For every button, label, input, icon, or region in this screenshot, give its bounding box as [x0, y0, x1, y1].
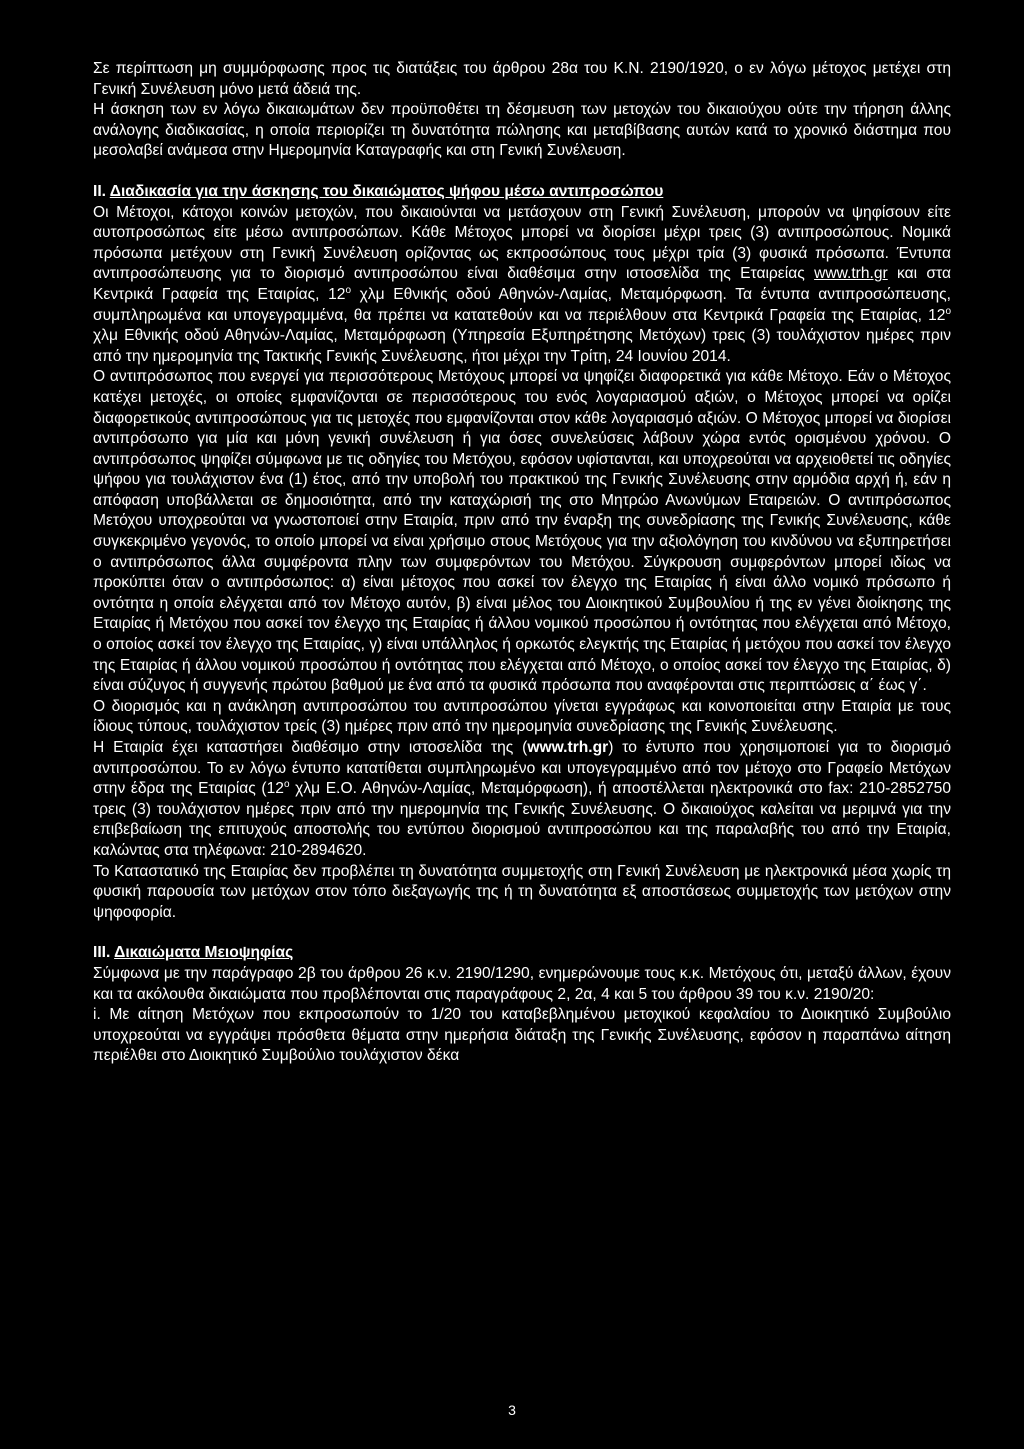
paragraph-proxy-form — [93, 738, 951, 862]
ordinal-superscript: ο — [345, 284, 352, 296]
paragraph-minority-right-i: i. Με αίτηση Μετόχων που εκπροσωπούν το 1/20 του καταβεβλημένου μετοχικού κεφαλαίου το Διοικητικό Συμβούλιο υποχρεούται να εγγράψει πρόσθετα θέματα στην ημερήσια διάταξη της Γενικής Συνέλευσης, εφόσον η παραπάνω αίτηση περιέλθει στο Διοικητικό Συμβούλιο τουλάχιστον δέκα — [93, 1006, 951, 1065]
proxy-voting-text-c: χλμ Εθνικής οδού Αθηνών-Λαμίας, Μεταμόρφωση. Τα έντυπα αντιπροσώπευσης, συμπληρωμένα και υπογεγραμμένα, θα πρέπει να κατατεθούν και να περιέλθουν στα Κεντρικά Γραφεία της Εταιρίας, 12 — [93, 285, 951, 324]
paragraph-electronic-participation: Το Καταστατικό της Εταιρίας δεν προβλέπει τη δυνατότητα συμμετοχής στη Γενική Συνέλευση με ηλεκτρονικά μέσα χωρίς τη φυσική παρουσία των μετόχων στον τόπο διεξαγωγής της ή τη δυνατότητα εξ αποστάσεως συμμετοχής των μετόχων στην ψηφοφορία. — [93, 862, 951, 921]
document-body — [93, 59, 951, 1067]
paragraph-proxy-appointment: Ο διορισμός και η ανάκληση αντιπροσώπου του αντιπροσώπου γίνεται εγγράφως και κοινοποιείται στην Εταιρία με τους ίδιους τύπους, τουλάχιστον τρείς (3) ημέρες πριν από την ημερομηνία συνεδρίασης της Γενικής Συνέλευσης. — [93, 697, 951, 736]
proxy-voting-text-d: χλμ Εθνικής οδού Αθηνών-Λαμίας, Μεταμόρφωση (Υπηρεσία Εξυπηρέτησης Μετόχων) τρεις (3) τουλάχιστον ημέρες πριν από την ημερομηνία της Τακτικής Γενικής Συνέλευσης, ήτοι μέχρι την Τρίτη, 24 Ιουνίου 2014. — [93, 327, 951, 365]
ordinal-superscript: ο — [945, 305, 951, 317]
section-2-number: ΙΙ. — [93, 182, 106, 200]
section-3-heading — [93, 943, 951, 964]
section-3-number: ΙΙΙ. — [93, 944, 111, 962]
section-2-title: Διαδικασία για την άσκησης του δικαιώματος ψήφου μέσω αντιπροσώπου — [109, 182, 664, 200]
paragraph-non-compliance: Σε περίπτωση μη συμμόρφωσης προς τις διατάξεις του άρθρου 28α του Κ.Ν. 2190/1920, ο εν λόγω μέτοχος μετέχει στη Γενική Συνέλευση μόνο μετά άδειά της. — [93, 60, 951, 98]
section-3-title: Δικαιώματα Μειοψηφίας — [114, 944, 294, 962]
website-link[interactable]: www.trh.gr — [814, 265, 888, 283]
website-link-bold[interactable]: www.trh.gr — [527, 739, 609, 756]
paragraph-share-blocking: Η άσκηση των εν λόγω δικαιωμάτων δεν προϋποθέτει τη δέσμευση των μετοχών του δικαιούχου ούτε την τήρηση άλλης ανάλογης διαδικασίας, η οποία περιορίζει τη δυνατότητα πώλησης και μεταβίβασης αυτών κατά το χρονικό διάστημα που μεσολαβεί ανάμεσα στην Ημερομηνία Καταγραφής και στη Γενική Συνέλευση. — [93, 101, 951, 160]
paragraph-proxy-duties: Ο αντιπρόσωπος που ενεργεί για περισσότερους Μετόχους μπορεί να ψηφίζει διαφορετικά για κάθε Μέτοχο. Εάν ο Μέτοχος κατέχει μετοχές, οι οποίες εμφανίζονται σε περισσότερους του ενός λογαριασμού αξιών, ο Μέτοχος μπορεί να ορίζει διαφορετικούς αντιπροσώπους για τις μετοχές που εμφανίζονται στον κάθε λογαριασμό αξιών. Ο Μέτοχος μπορεί να διορίσει αντιπρόσωπο για μία και μόνη γενική συνέλευση ή για όσες συνελεύσεις λάβουν χώρα εντός ορισμένου χρόνου. Ο αντιπρόσωπος ψηφίζει σύμφωνα με τις οδηγίες του Μετόχου, εφόσον υφίστανται, και υποχρεούται να αρχειοθετεί τις οδηγίες ψήφου για τουλάχιστον ένα (1) έτος, από την υποβολή του πρακτικού της Γενικής Συνέλευσης στην αρμόδια αρχή ή, εάν η απόφαση υποβάλλεται σε δημοσιότητα, από την καταχώρισή της στο Μητρώο Ανωνύμων Εταιρειών. Ο αντιπρόσωπος Μετόχου υποχρεούται να γνωστοποιεί στην Εταιρία, πριν από την έναρξη της συνεδρίασης της Γενικής Συνέλευσης, κάθε συγκεκριμένο γεγονός, το οποίο μπορεί να είναι χρήσιμο στους Μετόχους για την αξιολόγηση του κινδύνου να εξυπηρετήσει ο αντιπρόσωπος άλλα συμφέροντα πλην των συμφερόντων του Μετόχου. Σύγκρουση συμφερόντων μπορεί ιδίως να προκύπτει όταν ο αντιπρόσωπος: α) είναι μέτοχος που ασκεί τον έλεγχο της Εταιρίας ή είναι άλλο νομικό πρόσωπο ή οντότητα η οποία ελέγχεται από τον Μέτοχο αυτόν, β) είναι μέλος του Διοικητικού Συμβουλίου ή της εν γένει διοίκησης της Εταιρίας ή Μετόχου που ασκεί τον έλεγχο της Εταιρίας ή άλλου νομικού προσώπου ή οντότητας που ελέγχεται από Μέτοχο, ο οποίος ασκεί τον έλεγχο της Εταιρίας, γ) είναι υπάλληλος ή ορκωτός ελεγκτής της Εταιρίας ή μετόχου που ασκεί τον έλεγχο της Εταιρίας ή άλλου νομικού προσώπου ή οντότητας που ελέγχεται από Μέτοχο, ο οποίος ασκεί τον έλεγχο της Εταιρίας, δ) είναι σύζυγος ή συγγενής πρώτου βαθμού με ένα από τα φυσικά πρόσωπα που αναφέρονται στις περιπτώσεις α΄ έως γ΄. — [93, 368, 951, 695]
proxy-voting-text-b: και στα Κεντρικά Γραφεία της Εταιρίας, 12 — [93, 265, 951, 303]
section-2-heading — [93, 182, 951, 203]
proxy-form-text-a: Η Εταιρία έχει καταστήσει διαθέσιμο στην ιστοσελίδα της ( — [93, 739, 528, 756]
proxy-form-text-b: ) το έντυπο που χρησιμοποιεί για το διορισμό αντιπροσώπου. Το εν λόγω έντυπο κατατίθεται συμπληρωμένο και υπογεγραμμένο από τον μέτοχο στο Γραφείο Μετόχων στην έδρα της Εταιρίας (12 — [93, 739, 951, 798]
paragraph-proxy-voting — [93, 203, 951, 368]
proxy-form-text-c: χλμ Ε.Ο. Αθηνών-Λαμίας, Μεταμόρφωση), ή αποστέλλεται ηλεκτρονικά στο fax: 210-2852750 τρεις (3) τουλάχιστον ημέρες πριν από την ημερομηνία της Γενικής Συνέλευσης. Ο δικαιούχος καλείται να μεριμνά για την επιβεβαίωση της επιτυχούς αποστολής του εντύπου διορισμού αντιπροσώπου και της παραλαβής του από την Εταιρία, καλώντας στα τηλέφωνα: 210-2894620. — [93, 780, 951, 859]
section-gap — [93, 162, 951, 182]
proxy-voting-text-a: Οι Μέτοχοι, κάτοχοι κοινών μετοχών, που δικαιούνται να μετάσχουν στη Γενική Συνέλευση, μπορούν να ψηφίσουν είτε αυτοπροσώπως είτε μέσω αντιπροσώπων. Κάθε Μέτοχος μπορεί να διορίσει μέχρι τρεις (3) αντιπροσώπους. Νομικά πρόσωπα μετέχουν στη Γενική Συνέλευση ορίζοντας ως εκπροσώπους τους μέχρι τρία (3) φυσικά πρόσωπα. Έντυπα αντιπροσώπευσης για το διορισμό αντιπροσώπου είναι διαθέσιμα στην ιστοσελίδα της Εταιρείας — [93, 203, 951, 283]
page-number: 3 — [508, 1402, 516, 1418]
ordinal-superscript: ο — [283, 779, 290, 790]
section-gap — [93, 923, 951, 943]
paragraph-minority-rights-intro: Σύμφωνα με την παράγραφο 2β του άρθρου 26 κ.ν. 2190/1290, ενημερώνουμε τους κ.κ. Μετόχους ότι, μεταξύ άλλων, έχουν και τα ακόλουθα δικαιώματα που προβλέπονται στις παραγράφους 2, 2α, 4 και 5 του άρθρου 39 του κ.ν. 2190/20: — [93, 964, 951, 1003]
